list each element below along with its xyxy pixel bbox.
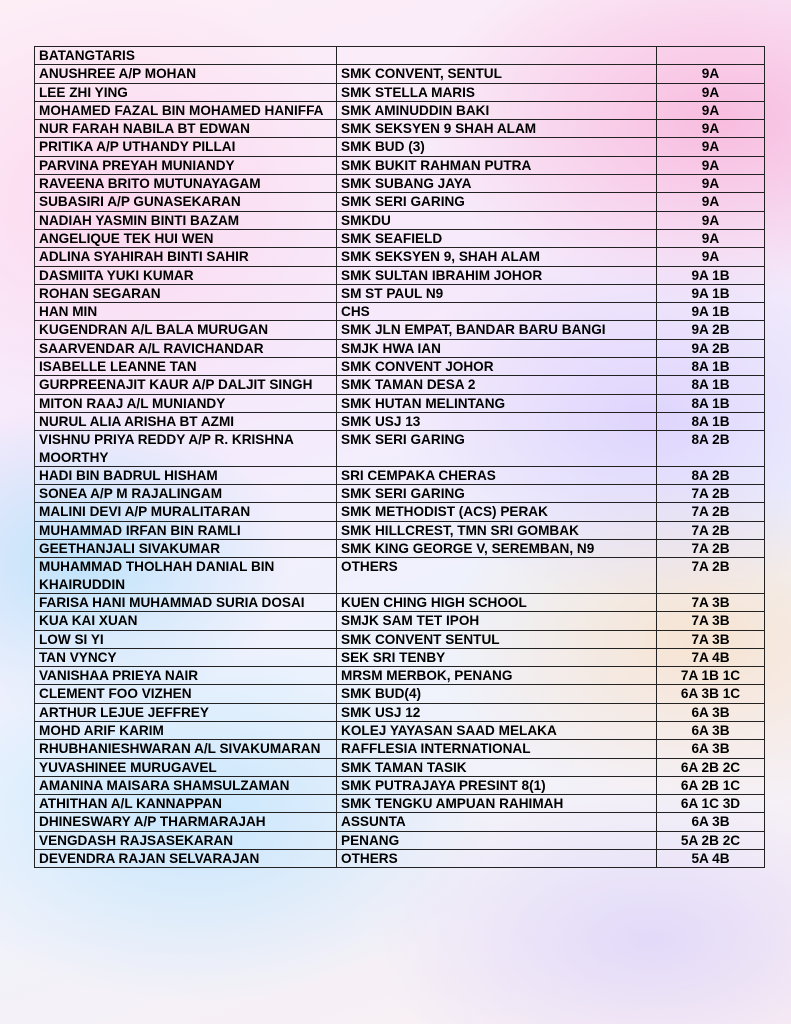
student-name-cell: VANISHAA PRIEYA NAIR xyxy=(35,667,337,685)
table-row xyxy=(35,339,765,357)
school-name-cell: KOLEJ YAYASAN SAAD MELAKA xyxy=(337,721,657,739)
school-name-cell: SM ST PAUL N9 xyxy=(337,284,657,302)
student-name-cell: MITON RAAJ A/L MUNIANDY xyxy=(35,394,337,412)
table-row xyxy=(35,758,765,776)
student-name-cell: TAN VYNCY xyxy=(35,648,337,666)
results-table xyxy=(34,46,765,868)
student-name-cell: DASMIITA YUKI KUMAR xyxy=(35,266,337,284)
grade-cell: 9A xyxy=(657,229,765,247)
school-name-cell: SMK KING GEORGE V, SEREMBAN, N9 xyxy=(337,540,657,558)
student-name-cell: GEETHANJALI SIVAKUMAR xyxy=(35,540,337,558)
school-name-cell: SRI CEMPAKA CHERAS xyxy=(337,466,657,484)
table-row xyxy=(35,394,765,412)
table-row xyxy=(35,740,765,758)
results-table-body xyxy=(35,47,765,868)
table-row xyxy=(35,540,765,558)
school-name-cell: SMK TAMAN DESA 2 xyxy=(337,376,657,394)
student-name-cell: ANUSHREE A/P MOHAN xyxy=(35,65,337,83)
grade-cell: 7A 2B xyxy=(657,558,765,594)
student-name-cell: ADLINA SYAHIRAH BINTI SAHIR xyxy=(35,248,337,266)
student-name-cell: LEE ZHI YING xyxy=(35,83,337,101)
student-name-cell: DEVENDRA RAJAN SELVARAJAN xyxy=(35,850,337,868)
student-name-cell: LOW SI YI xyxy=(35,630,337,648)
school-name-cell: SEK SRI TENBY xyxy=(337,648,657,666)
table-row xyxy=(35,831,765,849)
school-name-cell: SMK SEAFIELD xyxy=(337,229,657,247)
grade-cell: 9A 1B xyxy=(657,266,765,284)
table-row xyxy=(35,485,765,503)
table-row xyxy=(35,303,765,321)
school-name-cell: SMK USJ 13 xyxy=(337,412,657,430)
school-name-cell: SMK SEKSYEN 9, SHAH ALAM xyxy=(337,248,657,266)
table-row xyxy=(35,721,765,739)
table-row xyxy=(35,503,765,521)
table-row xyxy=(35,558,765,594)
student-name-cell: CLEMENT FOO VIZHEN xyxy=(35,685,337,703)
table-row xyxy=(35,211,765,229)
grade-cell: 9A xyxy=(657,138,765,156)
table-row xyxy=(35,593,765,611)
student-name-cell: AMANINA MAISARA SHAMSULZAMAN xyxy=(35,776,337,794)
student-name-cell: SONEA A/P M RAJALINGAM xyxy=(35,485,337,503)
school-name-cell: SMJK SAM TET IPOH xyxy=(337,612,657,630)
table-row xyxy=(35,376,765,394)
table-row xyxy=(35,175,765,193)
student-name-cell: ISABELLE LEANNE TAN xyxy=(35,358,337,376)
school-name-cell: SMK SERI GARING xyxy=(337,485,657,503)
table-row xyxy=(35,813,765,831)
table-row xyxy=(35,193,765,211)
school-name-cell: KUEN CHING HIGH SCHOOL xyxy=(337,593,657,611)
table-row xyxy=(35,412,765,430)
table-row xyxy=(35,156,765,174)
student-name-cell: PRITIKA A/P UTHANDY PILLAI xyxy=(35,138,337,156)
student-name-cell: MALINI DEVI A/P MURALITARAN xyxy=(35,503,337,521)
student-name-cell: ATHITHAN A/L KANNAPPAN xyxy=(35,795,337,813)
table-row xyxy=(35,120,765,138)
grade-cell: 7A 1B 1C xyxy=(657,667,765,685)
table-row xyxy=(35,703,765,721)
student-name-cell: RHUBHANIESHWARAN A/L SIVAKUMARAN xyxy=(35,740,337,758)
grade-cell: 8A 1B xyxy=(657,376,765,394)
school-name-cell: RAFFLESIA INTERNATIONAL xyxy=(337,740,657,758)
student-name-cell: BATANGTARIS xyxy=(35,47,337,65)
table-row xyxy=(35,101,765,119)
grade-cell: 7A 2B xyxy=(657,485,765,503)
grade-cell: 8A 2B xyxy=(657,431,765,467)
school-name-cell: SMK BUD (3) xyxy=(337,138,657,156)
grade-cell: 9A xyxy=(657,65,765,83)
table-row xyxy=(35,321,765,339)
grade-cell: 9A xyxy=(657,83,765,101)
grade-cell: 7A 2B xyxy=(657,503,765,521)
grade-cell: 6A 2B 2C xyxy=(657,758,765,776)
school-name-cell: PENANG xyxy=(337,831,657,849)
student-name-cell: SAARVENDAR A/L RAVICHANDAR xyxy=(35,339,337,357)
school-name-cell: SMK HILLCREST, TMN SRI GOMBAK xyxy=(337,521,657,539)
school-name-cell: SMKDU xyxy=(337,211,657,229)
school-name-cell: SMK AMINUDDIN BAKI xyxy=(337,101,657,119)
grade-cell: 5A 2B 2C xyxy=(657,831,765,849)
table-row xyxy=(35,266,765,284)
grade-cell: 9A xyxy=(657,120,765,138)
table-row xyxy=(35,248,765,266)
grade-cell: 9A xyxy=(657,175,765,193)
school-name-cell: SMK CONVENT, SENTUL xyxy=(337,65,657,83)
school-name-cell: CHS xyxy=(337,303,657,321)
table-row xyxy=(35,83,765,101)
table-row xyxy=(35,466,765,484)
table-row xyxy=(35,65,765,83)
table-row xyxy=(35,776,765,794)
student-name-cell: YUVASHINEE MURUGAVEL xyxy=(35,758,337,776)
student-name-cell: DHINESWARY A/P THARMARAJAH xyxy=(35,813,337,831)
school-name-cell: SMK METHODIST (ACS) PERAK xyxy=(337,503,657,521)
school-name-cell: SMK PUTRAJAYA PRESINT 8(1) xyxy=(337,776,657,794)
school-name-cell: SMK SUBANG JAYA xyxy=(337,175,657,193)
table-row xyxy=(35,850,765,868)
grade-cell: 8A 1B xyxy=(657,394,765,412)
grade-cell: 7A 2B xyxy=(657,540,765,558)
table-row xyxy=(35,47,765,65)
student-name-cell: HADI BIN BADRUL HISHAM xyxy=(35,466,337,484)
school-name-cell: SMK TAMAN TASIK xyxy=(337,758,657,776)
student-name-cell: ANGELIQUE TEK HUI WEN xyxy=(35,229,337,247)
student-name-cell: GURPREENAJIT KAUR A/P DALJIT SINGH xyxy=(35,376,337,394)
grade-cell: 9A xyxy=(657,156,765,174)
results-sheet xyxy=(34,46,764,868)
grade-cell: 6A 3B xyxy=(657,703,765,721)
grade-cell: 6A 3B xyxy=(657,813,765,831)
table-row xyxy=(35,685,765,703)
school-name-cell: SMK USJ 12 xyxy=(337,703,657,721)
grade-cell: 9A 1B xyxy=(657,303,765,321)
student-name-cell: MUHAMMAD IRFAN BIN RAMLI xyxy=(35,521,337,539)
table-row xyxy=(35,284,765,302)
table-row xyxy=(35,648,765,666)
grade-cell: 8A 2B xyxy=(657,466,765,484)
school-name-cell: MRSM MERBOK, PENANG xyxy=(337,667,657,685)
grade-cell xyxy=(657,47,765,65)
school-name-cell: SMK SULTAN IBRAHIM JOHOR xyxy=(337,266,657,284)
grade-cell: 9A xyxy=(657,101,765,119)
student-name-cell: RAVEENA BRITO MUTUNAYAGAM xyxy=(35,175,337,193)
school-name-cell: SMK SEKSYEN 9 SHAH ALAM xyxy=(337,120,657,138)
table-row xyxy=(35,138,765,156)
school-name-cell: ASSUNTA xyxy=(337,813,657,831)
grade-cell: 6A 3B 1C xyxy=(657,685,765,703)
student-name-cell: MOHAMED FAZAL BIN MOHAMED HANIFFA xyxy=(35,101,337,119)
student-name-cell: KUGENDRAN A/L BALA MURUGAN xyxy=(35,321,337,339)
grade-cell: 6A 1C 3D xyxy=(657,795,765,813)
grade-cell: 9A xyxy=(657,193,765,211)
table-row xyxy=(35,431,765,467)
grade-cell: 7A 3B xyxy=(657,593,765,611)
grade-cell: 7A 4B xyxy=(657,648,765,666)
grade-cell: 8A 1B xyxy=(657,358,765,376)
school-name-cell: OTHERS xyxy=(337,558,657,594)
grade-cell: 7A 2B xyxy=(657,521,765,539)
table-row xyxy=(35,667,765,685)
grade-cell: 9A 2B xyxy=(657,321,765,339)
grade-cell: 5A 4B xyxy=(657,850,765,868)
school-name-cell: SMK CONVENT SENTUL xyxy=(337,630,657,648)
grade-cell: 7A 3B xyxy=(657,630,765,648)
school-name-cell: SMK JLN EMPAT, BANDAR BARU BANGI xyxy=(337,321,657,339)
grade-cell: 6A 3B xyxy=(657,721,765,739)
grade-cell: 7A 3B xyxy=(657,612,765,630)
school-name-cell: SMK STELLA MARIS xyxy=(337,83,657,101)
table-row xyxy=(35,229,765,247)
student-name-cell: MUHAMMAD THOLHAH DANIAL BIN KHAIRUDDIN xyxy=(35,558,337,594)
school-name-cell: SMK BUD(4) xyxy=(337,685,657,703)
student-name-cell: MOHD ARIF KARIM xyxy=(35,721,337,739)
grade-cell: 9A xyxy=(657,211,765,229)
school-name-cell: SMK SERI GARING xyxy=(337,193,657,211)
school-name-cell: SMJK HWA IAN xyxy=(337,339,657,357)
student-name-cell: VISHNU PRIYA REDDY A/P R. KRISHNA MOORTHY xyxy=(35,431,337,467)
school-name-cell: SMK SERI GARING xyxy=(337,431,657,467)
grade-cell: 6A 2B 1C xyxy=(657,776,765,794)
school-name-cell: SMK TENGKU AMPUAN RAHIMAH xyxy=(337,795,657,813)
grade-cell: 9A 1B xyxy=(657,284,765,302)
table-row xyxy=(35,795,765,813)
student-name-cell: NUR FARAH NABILA BT EDWAN xyxy=(35,120,337,138)
student-name-cell: PARVINA PREYAH MUNIANDY xyxy=(35,156,337,174)
student-name-cell: FARISA HANI MUHAMMAD SURIA DOSAI xyxy=(35,593,337,611)
school-name-cell: SMK HUTAN MELINTANG xyxy=(337,394,657,412)
school-name-cell: SMK CONVENT JOHOR xyxy=(337,358,657,376)
student-name-cell: NURUL ALIA ARISHA BT AZMI xyxy=(35,412,337,430)
student-name-cell: KUA KAI XUAN xyxy=(35,612,337,630)
student-name-cell: VENGDASH RAJSASEKARAN xyxy=(35,831,337,849)
school-name-cell xyxy=(337,47,657,65)
student-name-cell: SUBASIRI A/P GUNASEKARAN xyxy=(35,193,337,211)
student-name-cell: NADIAH YASMIN BINTI BAZAM xyxy=(35,211,337,229)
school-name-cell: SMK BUKIT RAHMAN PUTRA xyxy=(337,156,657,174)
school-name-cell: OTHERS xyxy=(337,850,657,868)
student-name-cell: ARTHUR LEJUE JEFFREY xyxy=(35,703,337,721)
grade-cell: 6A 3B xyxy=(657,740,765,758)
student-name-cell: HAN MIN xyxy=(35,303,337,321)
grade-cell: 9A 2B xyxy=(657,339,765,357)
table-row xyxy=(35,612,765,630)
table-row xyxy=(35,358,765,376)
student-name-cell: ROHAN SEGARAN xyxy=(35,284,337,302)
grade-cell: 8A 1B xyxy=(657,412,765,430)
grade-cell: 9A xyxy=(657,248,765,266)
table-row xyxy=(35,521,765,539)
table-row xyxy=(35,630,765,648)
